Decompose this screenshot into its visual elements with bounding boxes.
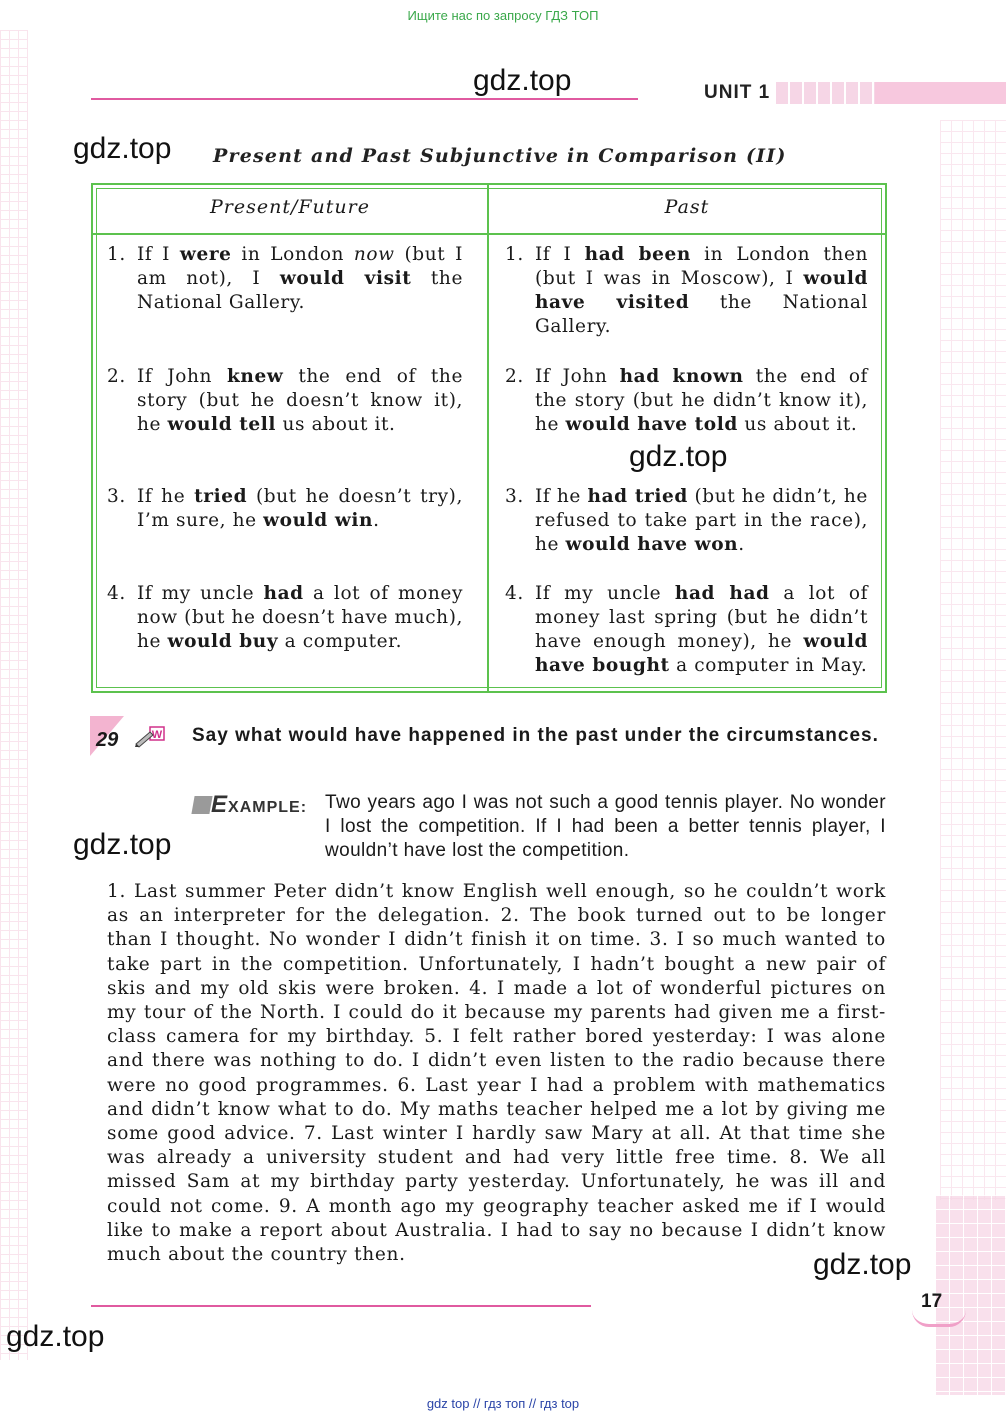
highlighted-verb: had had [674, 583, 770, 604]
cell-text: a lot of money last spring (but he didn’t have enough money), he [535, 583, 869, 652]
highlighted-verb: would have visited [535, 268, 868, 313]
right-grid-decoration [940, 120, 1006, 1200]
emphasis-text: now [353, 244, 395, 265]
cell-text: the end of the story (but he doesn’t know it), he [137, 366, 464, 435]
watermark: gdz.top [73, 828, 172, 861]
cell-text: a computer in May. [669, 655, 868, 676]
pen-write-icon [134, 726, 166, 748]
footer-links[interactable]: gdz top // гдз топ // гдз top [426, 1396, 580, 1411]
highlighted-verb: tried [194, 486, 248, 507]
highlighted-verb: had known [619, 366, 744, 387]
exercise-number: 29 [96, 729, 119, 751]
highlighted-verb: had been [584, 244, 691, 265]
corner-pink-decoration [935, 1195, 1006, 1395]
table-cell-past [505, 485, 868, 557]
cell-text: the National Gallery. [137, 268, 463, 313]
left-grid-decoration [0, 30, 28, 1360]
column-header-present: Present/Future [210, 196, 370, 218]
table-header-divider [91, 233, 887, 235]
highlighted-verb: had tried [587, 486, 688, 507]
row-number: 2. [107, 366, 126, 387]
example-label-initial: E [211, 791, 229, 818]
highlighted-verb: would win [263, 510, 374, 531]
cell-text: If John [137, 366, 228, 387]
highlighted-verb: would have won [565, 534, 739, 555]
table-cell-present [107, 485, 463, 533]
svg-text:W: W [151, 729, 163, 741]
highlighted-verb: were [179, 244, 232, 265]
watermark: gdz.top [73, 132, 172, 165]
row-number: 1. [107, 244, 126, 265]
unit-strip-block [875, 82, 1006, 104]
highlighted-verb: knew [227, 366, 284, 387]
cell-text: If my uncle [535, 583, 675, 604]
table-column-divider [487, 183, 489, 693]
row-number: 4. [505, 583, 524, 604]
exercise-instruction: Say what would have happened in the past under the circumstances. [192, 725, 879, 746]
example-text: Two years ago I was not such a good tennis player. No wonder I lost the competition. If I had been a better tennis player, I wouldn’t have lost the competition. [325, 792, 886, 861]
section-title: Present and Past Subjunctive in Comparison (II) [213, 145, 787, 167]
cell-text: us about it. [737, 414, 858, 435]
watermark: gdz.top [813, 1248, 912, 1281]
cell-text: If John [535, 366, 620, 387]
watermark: gdz.top [629, 440, 728, 473]
cell-text: If my uncle [137, 583, 264, 604]
cell-text: If he [535, 486, 588, 507]
example-label-rest: XAMPLE: [228, 799, 308, 816]
row-number: 4. [107, 583, 126, 604]
table-cell-past [505, 365, 869, 437]
table-cell-past [505, 582, 869, 678]
cell-text: the end of the story (but he didn’t know it), he [535, 366, 869, 435]
cell-text: . [373, 510, 380, 531]
highlighted-verb: would buy [167, 631, 279, 652]
watermark: gdz.top [6, 1320, 105, 1353]
cell-text: If he [137, 486, 195, 507]
example-badge-icon [191, 796, 212, 814]
cell-text: (but he doesn’t try), I’m sure, he [137, 486, 463, 531]
cell-text: . [738, 534, 745, 555]
table-cell-past [505, 243, 869, 339]
example-label [193, 791, 307, 819]
footer-rule [91, 1305, 591, 1307]
page-number: 17 [921, 1291, 943, 1312]
highlighted-verb: would have bought [535, 631, 868, 676]
unit-label: UNIT 1 [704, 82, 771, 103]
cell-text: (but he didn’t, he refused to take part in the race), he [535, 486, 868, 555]
column-header-past: Past [664, 196, 710, 218]
cell-text: the National Gallery. [535, 292, 868, 337]
table-cell-present [107, 365, 464, 437]
cell-text: a computer. [278, 631, 403, 652]
highlighted-verb: had [263, 583, 304, 604]
highlighted-verb: would tell [167, 414, 277, 435]
header-rule [91, 98, 638, 100]
search-hint[interactable]: Ищите нас по запросу ГДЗ ТОП [407, 8, 599, 23]
row-number: 3. [505, 486, 524, 507]
cell-text: us about it. [276, 414, 396, 435]
page-number-swoosh [912, 1310, 966, 1327]
cell-text: (but I am not), I [137, 244, 463, 289]
watermark: gdz.top [473, 64, 572, 97]
cell-text: If I [535, 244, 585, 265]
row-number: 1. [505, 244, 524, 265]
exercise-body: 1. Last summer Peter didn’t know English well enough, so he couldn’t work as an interpreter for the delegation. 2. The book turned out to be longer than I thought. No wonder I didn’t finish it on time. 3. I so much wanted to take part in the competition. Unfortunately, I hadn’t bought a new pair of skis and my old skis were broken. 4. I made a lot of wonderful pictures on my tour of the North. I could do it because my parents had given me a first-class camera for my birthday. 5. I felt rather bored yesterday: I was alone and there was nothing to do. I didn’t even listen to the radio because there were no good programmes. 6. Last year I had a problem with mathematics and didn’t know what to do. My maths teacher helped me a lot by giving me some good advice. 7. Last winter I hardly saw Mary at all. At that time she was already a university student and had very little free time. 8. We all missed Sam at my birthday party yesterday. Unfortunately, he was ill and could not come. 9. A month ago my geography teacher asked me if I would like to make a report about Australia. I had to say no because I didn’t know much about the country then. [107, 881, 886, 1266]
row-number: 3. [107, 486, 126, 507]
cell-text: a lot of money now (but he doesn’t have much), he [137, 583, 464, 652]
cell-text: in London [231, 244, 354, 265]
cell-text: If I [137, 244, 180, 265]
highlighted-verb: would have told [565, 414, 738, 435]
table-cell-present [107, 243, 463, 315]
row-number: 2. [505, 366, 524, 387]
cell-text: in London then (but I was in Moscow), I [535, 244, 869, 289]
highlighted-verb: would visit [279, 268, 412, 289]
table-cell-present [107, 582, 464, 654]
